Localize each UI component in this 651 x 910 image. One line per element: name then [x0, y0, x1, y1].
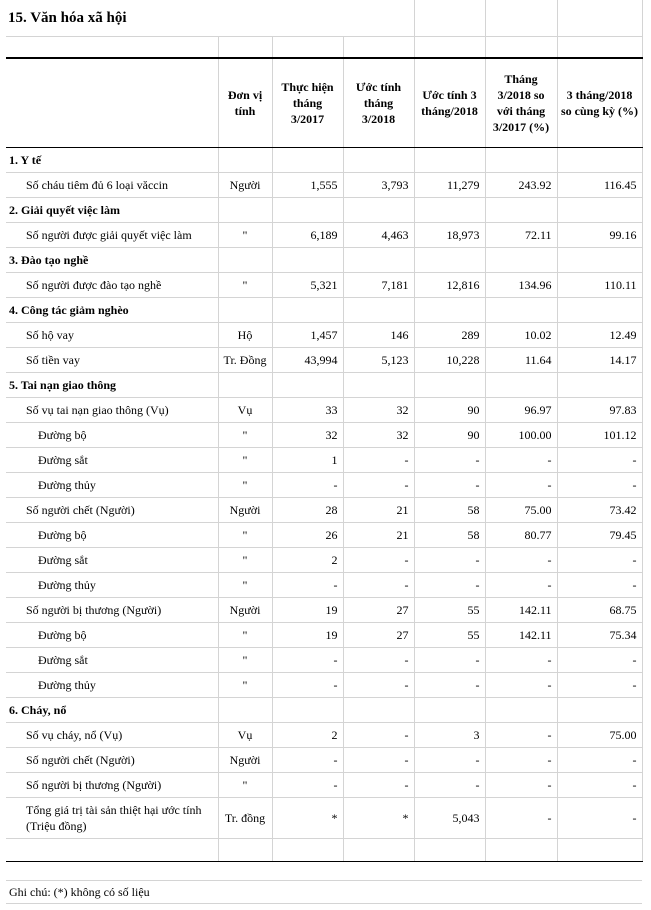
table-row [6, 598, 642, 623]
empty-cell [414, 839, 485, 862]
value-cell: 32 [343, 423, 414, 448]
row-label: Đường sắt [6, 648, 218, 673]
value-cell: 10,228 [414, 348, 485, 373]
value-cell: - [485, 573, 557, 598]
header-estimate-3-months-2018: Ước tính 3 tháng/2018 [414, 58, 485, 148]
unit-cell: Người [218, 748, 272, 773]
empty-cell [557, 298, 642, 323]
section-label: 1. Y tế [6, 148, 218, 173]
table-row [6, 623, 642, 648]
empty-cell [272, 298, 343, 323]
empty-cell [343, 298, 414, 323]
unit-cell: " [218, 648, 272, 673]
spacer-row [6, 37, 642, 59]
section-row [6, 298, 642, 323]
section-label: 3. Đào tạo nghề [6, 248, 218, 273]
row-label: Số người bị thương (Người) [6, 773, 218, 798]
empty-cell [272, 862, 343, 881]
row-label: Số người chết (Người) [6, 748, 218, 773]
row-label: Số người được đào tạo nghề [6, 273, 218, 298]
section-row [6, 198, 642, 223]
empty-cell [218, 373, 272, 398]
value-cell: 28 [272, 498, 343, 523]
section-label: 4. Công tác giảm nghèo [6, 298, 218, 323]
unit-cell: " [218, 623, 272, 648]
empty-cell [343, 862, 414, 881]
value-cell: - [414, 473, 485, 498]
spacer-row [6, 839, 642, 862]
unit-cell: Người [218, 498, 272, 523]
value-cell: * [272, 798, 343, 839]
empty-cell [485, 37, 557, 59]
unit-cell: Người [218, 173, 272, 198]
empty-cell [343, 198, 414, 223]
empty-cell [218, 248, 272, 273]
value-cell: - [343, 573, 414, 598]
row-label: Số người bị thương (Người) [6, 598, 218, 623]
value-cell: 12.49 [557, 323, 642, 348]
unit-cell: Vụ [218, 723, 272, 748]
table-row [6, 548, 642, 573]
value-cell: 96.97 [485, 398, 557, 423]
empty-cell [485, 862, 557, 881]
empty-cell [6, 839, 218, 862]
empty-cell [557, 37, 642, 59]
empty-cell [343, 839, 414, 862]
value-cell: - [343, 473, 414, 498]
value-cell: - [557, 473, 642, 498]
header-march-vs-march: Tháng 3/2018 so với tháng 3/2017 (%) [485, 58, 557, 148]
table-row [6, 348, 642, 373]
value-cell: - [485, 773, 557, 798]
value-cell: - [272, 473, 343, 498]
value-cell: - [272, 748, 343, 773]
unit-cell: " [218, 273, 272, 298]
table-row [6, 498, 642, 523]
value-cell: - [272, 648, 343, 673]
value-cell: 1 [272, 448, 343, 473]
value-cell: - [557, 798, 642, 839]
unit-cell: " [218, 473, 272, 498]
unit-cell: Tr. đồng [218, 798, 272, 839]
value-cell: 55 [414, 623, 485, 648]
empty-cell [272, 698, 343, 723]
row-label: Số người được giải quyết việc làm [6, 223, 218, 248]
value-cell: 101.12 [557, 423, 642, 448]
value-cell: - [485, 673, 557, 698]
row-label: Đường thủy [6, 673, 218, 698]
empty-cell [414, 198, 485, 223]
value-cell: * [343, 798, 414, 839]
empty-cell [343, 373, 414, 398]
empty-cell [272, 148, 343, 173]
row-label: Đường bộ [6, 523, 218, 548]
value-cell: 134.96 [485, 273, 557, 298]
table-row [6, 798, 642, 839]
empty-cell [485, 248, 557, 273]
value-cell: - [414, 448, 485, 473]
value-cell: 27 [343, 623, 414, 648]
unit-cell: " [218, 773, 272, 798]
value-cell: 12,816 [414, 273, 485, 298]
value-cell: - [557, 573, 642, 598]
value-cell: - [485, 723, 557, 748]
value-cell: 14.17 [557, 348, 642, 373]
unit-cell: Tr. Đồng [218, 348, 272, 373]
empty-cell [218, 148, 272, 173]
value-cell: - [343, 648, 414, 673]
value-cell: - [557, 748, 642, 773]
value-cell: 32 [343, 398, 414, 423]
page-title: 15. Văn hóa xã hội [6, 0, 343, 37]
empty-cell [485, 698, 557, 723]
section-row [6, 148, 642, 173]
empty-cell [557, 698, 642, 723]
table-row [6, 723, 642, 748]
value-cell: 100.00 [485, 423, 557, 448]
value-cell: 142.11 [485, 623, 557, 648]
note-row [6, 881, 642, 904]
empty-cell [272, 373, 343, 398]
table-row [6, 398, 642, 423]
row-label: Số hộ vay [6, 323, 218, 348]
value-cell: 43,994 [272, 348, 343, 373]
unit-cell: " [218, 423, 272, 448]
empty-cell [218, 198, 272, 223]
empty-cell [218, 698, 272, 723]
value-cell: 5,321 [272, 273, 343, 298]
empty-cell [6, 37, 218, 59]
value-cell: 90 [414, 423, 485, 448]
value-cell: - [557, 448, 642, 473]
header-estimate-march-2018: Ước tính tháng 3/2018 [343, 58, 414, 148]
table-row [6, 573, 642, 598]
row-label: Đường thủy [6, 573, 218, 598]
unit-cell: " [218, 448, 272, 473]
culture-society-table [6, 0, 643, 904]
empty-cell [557, 373, 642, 398]
footnote: Ghi chú: (*) không có số liệu [6, 881, 642, 904]
unit-cell: " [218, 573, 272, 598]
value-cell: 32 [272, 423, 343, 448]
value-cell: 289 [414, 323, 485, 348]
value-cell: 3 [414, 723, 485, 748]
value-cell: 26 [272, 523, 343, 548]
row-label: Số cháu tiêm đủ 6 loại văccin [6, 173, 218, 198]
empty-cell [414, 298, 485, 323]
row-label: Tổng giá trị tài sản thiệt hại ước tính (Triệu đồng) [6, 798, 218, 839]
value-cell: 11.64 [485, 348, 557, 373]
empty-cell [343, 248, 414, 273]
table-row [6, 448, 642, 473]
empty-cell [557, 862, 642, 881]
unit-cell: " [218, 548, 272, 573]
empty-cell [414, 148, 485, 173]
empty-cell [485, 839, 557, 862]
empty-cell [485, 198, 557, 223]
unit-cell: " [218, 223, 272, 248]
value-cell: - [414, 548, 485, 573]
value-cell: - [485, 473, 557, 498]
table-row [6, 673, 642, 698]
table-row [6, 748, 642, 773]
value-cell: 6,189 [272, 223, 343, 248]
empty-cell [218, 37, 272, 59]
value-cell: 19 [272, 598, 343, 623]
value-cell: - [414, 748, 485, 773]
empty-cell [343, 148, 414, 173]
table-row [6, 473, 642, 498]
value-cell: - [343, 723, 414, 748]
row-label: Đường sắt [6, 548, 218, 573]
table-row [6, 423, 642, 448]
value-cell: 58 [414, 523, 485, 548]
value-cell: 5,123 [343, 348, 414, 373]
value-cell: 73.42 [557, 498, 642, 523]
table-row [6, 223, 642, 248]
unit-cell: " [218, 673, 272, 698]
table-row [6, 773, 642, 798]
empty-cell [272, 37, 343, 59]
empty-cell [414, 0, 485, 37]
empty-cell [414, 698, 485, 723]
value-cell: - [557, 673, 642, 698]
value-cell: - [485, 748, 557, 773]
empty-cell [218, 298, 272, 323]
value-cell: 75.00 [557, 723, 642, 748]
value-cell: - [414, 573, 485, 598]
value-cell: 2 [272, 548, 343, 573]
value-cell: 110.11 [557, 273, 642, 298]
section-row [6, 248, 642, 273]
table-row [6, 173, 642, 198]
empty-cell [343, 0, 414, 37]
row-label: Đường sắt [6, 448, 218, 473]
empty-cell [485, 0, 557, 37]
unit-cell: Hộ [218, 323, 272, 348]
value-cell: - [414, 648, 485, 673]
empty-cell [218, 862, 272, 881]
value-cell: 68.75 [557, 598, 642, 623]
value-cell: 4,463 [343, 223, 414, 248]
value-cell: - [485, 798, 557, 839]
empty-cell [343, 698, 414, 723]
value-cell: 21 [343, 498, 414, 523]
value-cell: 1,457 [272, 323, 343, 348]
empty-cell [557, 0, 642, 37]
empty-cell [414, 248, 485, 273]
value-cell: 58 [414, 498, 485, 523]
header-label [6, 58, 218, 148]
value-cell: 18,973 [414, 223, 485, 248]
value-cell: 243.92 [485, 173, 557, 198]
value-cell: 27 [343, 598, 414, 623]
empty-cell [485, 373, 557, 398]
header-row [6, 58, 642, 148]
section-label: 6. Cháy, nổ [6, 698, 218, 723]
value-cell: 55 [414, 598, 485, 623]
empty-cell [557, 198, 642, 223]
value-cell: - [272, 573, 343, 598]
row-label: Đường thủy [6, 473, 218, 498]
table-row [6, 648, 642, 673]
value-cell: - [343, 673, 414, 698]
row-label: Đường bộ [6, 623, 218, 648]
empty-cell [414, 37, 485, 59]
value-cell: 116.45 [557, 173, 642, 198]
section-row [6, 373, 642, 398]
value-cell: 3,793 [343, 173, 414, 198]
empty-cell [343, 37, 414, 59]
title-row [6, 0, 642, 37]
section-label: 2. Giải quyết việc làm [6, 198, 218, 223]
value-cell: 11,279 [414, 173, 485, 198]
value-cell: 7,181 [343, 273, 414, 298]
value-cell: - [272, 673, 343, 698]
empty-cell [6, 862, 218, 881]
value-cell: 33 [272, 398, 343, 423]
value-cell: 72.11 [485, 223, 557, 248]
row-label: Số vụ cháy, nổ (Vụ) [6, 723, 218, 748]
value-cell: - [343, 448, 414, 473]
value-cell: 75.34 [557, 623, 642, 648]
value-cell: 142.11 [485, 598, 557, 623]
row-label: Đường bộ [6, 423, 218, 448]
value-cell: 1,555 [272, 173, 343, 198]
empty-cell [272, 839, 343, 862]
value-cell: 79.45 [557, 523, 642, 548]
value-cell: 5,043 [414, 798, 485, 839]
value-cell: 97.83 [557, 398, 642, 423]
row-label: Số người chết (Người) [6, 498, 218, 523]
value-cell: - [272, 773, 343, 798]
empty-cell [557, 839, 642, 862]
value-cell: 19 [272, 623, 343, 648]
value-cell: - [343, 548, 414, 573]
header-unit: Đơn vị tính [218, 58, 272, 148]
value-cell: - [485, 548, 557, 573]
value-cell: 2 [272, 723, 343, 748]
empty-cell [557, 248, 642, 273]
value-cell: - [485, 648, 557, 673]
empty-cell [557, 148, 642, 173]
header-actual-march-2017: Thực hiện tháng 3/2017 [272, 58, 343, 148]
value-cell: - [557, 548, 642, 573]
value-cell: - [414, 773, 485, 798]
spacer-row [6, 862, 642, 881]
row-label: Số vụ tai nạn giao thông (Vụ) [6, 398, 218, 423]
value-cell: 10.02 [485, 323, 557, 348]
empty-cell [218, 839, 272, 862]
empty-cell [485, 148, 557, 173]
unit-cell: " [218, 523, 272, 548]
value-cell: - [557, 648, 642, 673]
value-cell: - [485, 448, 557, 473]
value-cell: 90 [414, 398, 485, 423]
value-cell: 146 [343, 323, 414, 348]
value-cell: 99.16 [557, 223, 642, 248]
value-cell: - [343, 773, 414, 798]
unit-cell: Người [218, 598, 272, 623]
table-row [6, 273, 642, 298]
value-cell: 75.00 [485, 498, 557, 523]
table-row [6, 523, 642, 548]
value-cell: - [414, 673, 485, 698]
value-cell: 21 [343, 523, 414, 548]
empty-cell [414, 373, 485, 398]
empty-cell [272, 198, 343, 223]
row-label: Số tiền vay [6, 348, 218, 373]
unit-cell: Vụ [218, 398, 272, 423]
header-3-months-vs-same-period: 3 tháng/2018 so cùng kỳ (%) [557, 58, 642, 148]
empty-cell [414, 862, 485, 881]
section-row [6, 698, 642, 723]
value-cell: - [557, 773, 642, 798]
empty-cell [272, 248, 343, 273]
table-row [6, 323, 642, 348]
section-label: 5. Tai nạn giao thông [6, 373, 218, 398]
empty-cell [485, 298, 557, 323]
value-cell: 80.77 [485, 523, 557, 548]
value-cell: - [343, 748, 414, 773]
